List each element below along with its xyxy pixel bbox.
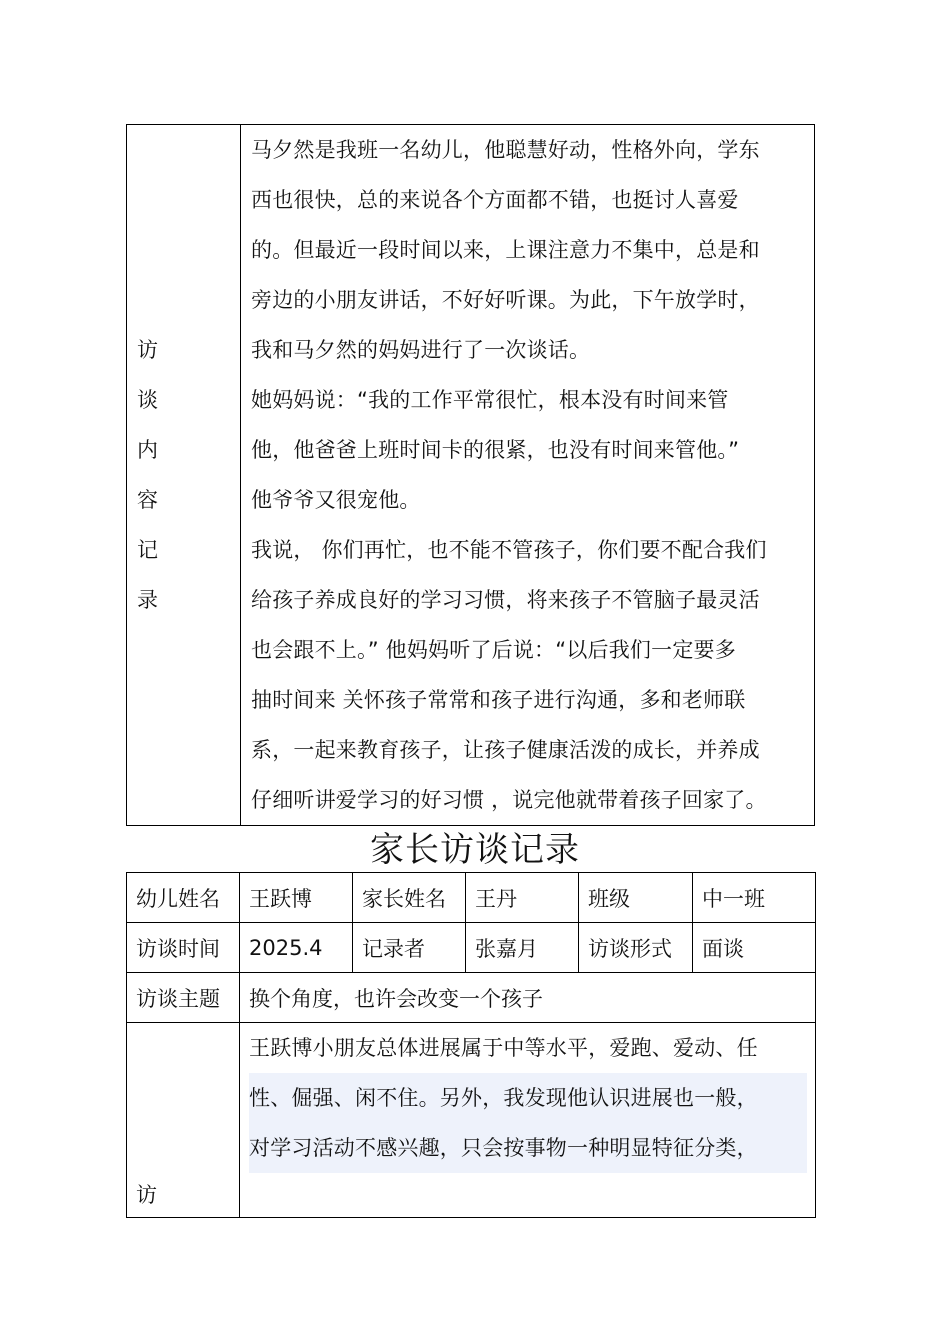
content-line: 西也很快，总的来说各个方面都不错，也挺讨人喜爱 [251,188,739,212]
interview-record-table-2 [126,872,816,1218]
content-line: 抽时间来 关怀孩子常常和孩子进行沟通，多和老师联 [251,688,746,712]
label-char: 访 [137,338,158,362]
interview-content-label [127,325,240,625]
content-line: 我说， 你们再忙，也不能不管孩子，你们要不配合我们 [251,538,767,562]
interview-content-label: 访 [136,1183,157,1207]
child-name-value: 王跃博 [240,873,353,923]
interview-time-value: 2025.4 [240,923,353,973]
label-char: 内 [137,438,158,462]
child-name-label: 幼儿姓名 [127,873,240,923]
label-char: 记 [137,538,158,562]
content-line: 我和马夕然的妈妈进行了一次谈话。 [251,338,591,362]
parent-name-value: 王丹 [466,873,579,923]
interview-record-table-1 [126,124,815,826]
content-line: 系，一起来教育孩子，让孩子健康活泼的成长，并养成 [251,738,760,762]
class-label: 班级 [579,873,693,923]
interview-topic-label: 访谈主题 [127,973,240,1023]
interview-content-label-cell [127,125,241,826]
interview-topic-value: 换个角度，也许会改变一个孩子 [240,973,816,1023]
label-char: 录 [137,588,158,612]
label-char: 谈 [137,388,158,412]
content-line: 旁边的小朋友讲话，不好好听课。为此，下午放学时， [251,288,760,312]
recorder-value: 张嘉月 [466,923,579,973]
content-line: 他爷爷又很宠他。 [251,488,421,512]
interview-content-label-cell [127,1023,240,1218]
content-line: 的。但最近一段时间以来，上课注意力不集中，总是和 [251,238,760,262]
label-char: 容 [137,488,158,512]
interview-content-text [249,1023,807,1173]
interview-content-cell [241,125,815,826]
interview-content-text [241,125,814,825]
interview-form-label: 访谈形式 [579,923,693,973]
content-line: 性、倔强、闲不住。另外，我发现他认识进展也一般， [249,1073,807,1123]
parent-name-label: 家长姓名 [353,873,466,923]
interview-content-cell [240,1023,816,1218]
recorder-label: 记录者 [353,923,466,973]
content-line: 仔细听讲爱学习的好习惯 ，说完他就带着孩子回家了。 [251,788,767,812]
content-line: 也会跟不上。” 他妈妈听了后说：“以后我们一定要多 [251,638,736,662]
content-line: 马夕然是我班一名幼儿，他聪慧好动，性格外向，学东 [251,138,760,162]
content-line: 他，他爸爸上班时间卡的很紧，也没有时间来管他。” [251,438,740,462]
content-line: 对学习活动不感兴趣，只会按事物一种明显特征分类， [249,1123,807,1173]
content-line: 给孩子养成良好的学习习惯，将来孩子不管脑子最灵活 [251,588,760,612]
interview-time-label: 访谈时间 [127,923,240,973]
content-line: 她妈妈说：“我的工作平常很忙，根本没有时间来管 [251,388,729,412]
content-line: 王跃博小朋友总体进展属于中等水平，爱跑、爱动、任 [249,1036,758,1060]
document-title: 家长访谈记录 [370,830,580,870]
class-value: 中一班 [693,873,816,923]
interview-form-value: 面谈 [693,923,816,973]
